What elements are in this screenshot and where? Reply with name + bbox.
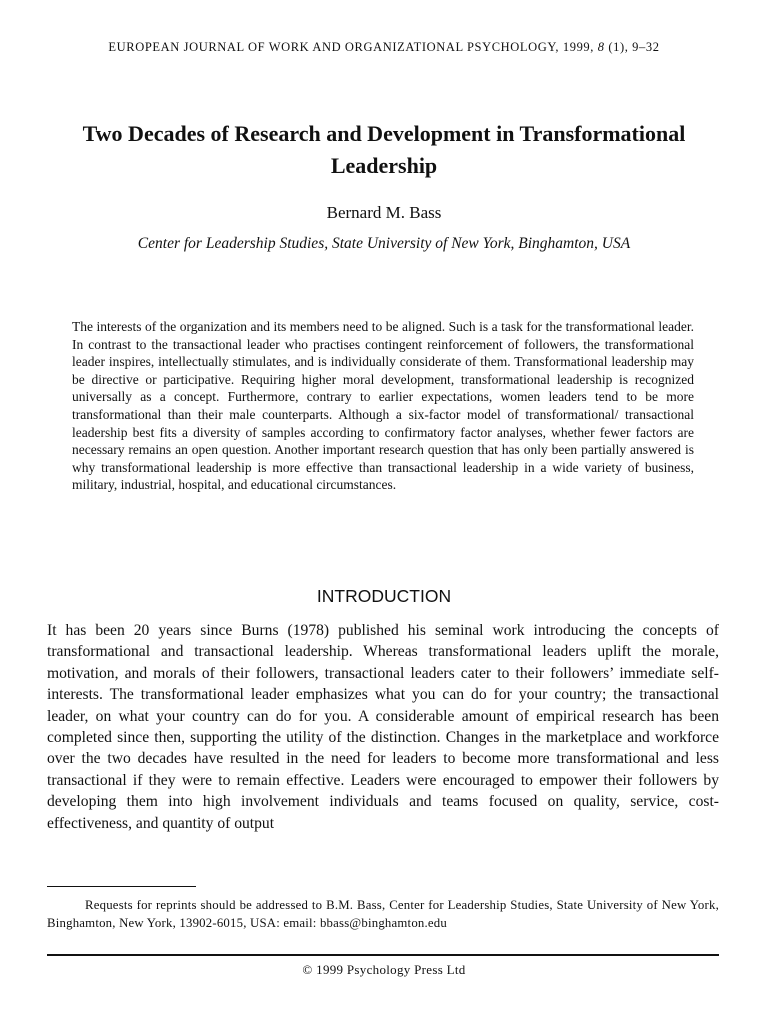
journal-volume: 8 bbox=[597, 40, 605, 54]
footnote-text: Requests for reprints should be addressed to B.M. Bass, Center for Leadership Studies, State University of New York, Binghamton, New York, 13902-6015, USA: email: bbass@binghamton.edu bbox=[47, 898, 719, 930]
journal-header bbox=[0, 40, 768, 55]
abstract: The interests of the organization and its members need to be aligned. Such is a task for the transformational leader. In contrast to the transactional leader who practises contingent reinforcement of followers, the transformational leader inspires, intellectually stimulates, and is individually considerate of them. Transformational leadership may be directive or participative. Requiring higher moral development, transformational leadership is recognized universally as a concept. Furthermore, contrary to earlier expectations, women leaders tend to be more transformational than their male counterparts. Although a six-factor model of transformational/ transactional leadership best fits a diversity of samples according to confirmatory factor analyses, whether fewer factors are necessary remains an open question. Another important research question that has only been partially answered is why transformational leadership is more effective than transactional leadership in a wide variety of business, military, industrial, hospital, and educational circumstances. bbox=[72, 319, 694, 493]
bottom-rule bbox=[47, 954, 719, 956]
paper-title: Two Decades of Research and Development in Transformational Leadership bbox=[82, 121, 686, 178]
journal-issue-pages: (1), 9–32 bbox=[608, 40, 660, 54]
author-affiliation: Center for Leadership Studies, State University of New York, Binghamton, USA bbox=[137, 235, 631, 252]
footnote-rule bbox=[47, 886, 196, 887]
copyright-notice: © 1999 Psychology Press Ltd bbox=[302, 962, 466, 977]
author-name: Bernard M. Bass bbox=[326, 203, 442, 222]
section-heading: INTRODUCTION bbox=[316, 586, 452, 606]
introduction-paragraph: It has been 20 years since Burns (1978) published his seminal work introducing the concepts of transformational and transactional leadership. Whereas transformational leaders uplift the morale, motivation, and morals of their followers, transactional leaders cater to their followers’ immediate self-interests. The transformational leader emphasizes what you can do for your country; the transactional leader, on what your country can do for you. A considerable amount of empirical research has been completed since then, supporting the utility of the distinction. Changes in the marketplace and workforce over the two decades have resulted in the need for leaders to become more transformational and less transactional if they were to remain effective. Leaders were encouraged to empower their followers by developing them into high involvement individuals and teams focused on quality, service, cost-effectiveness, and quantity of output bbox=[47, 622, 719, 832]
footnote bbox=[47, 897, 719, 932]
journal-name: EUROPEAN JOURNAL OF WORK AND ORGANIZATIONAL PSYCHOLOGY, 1999, bbox=[108, 40, 594, 54]
